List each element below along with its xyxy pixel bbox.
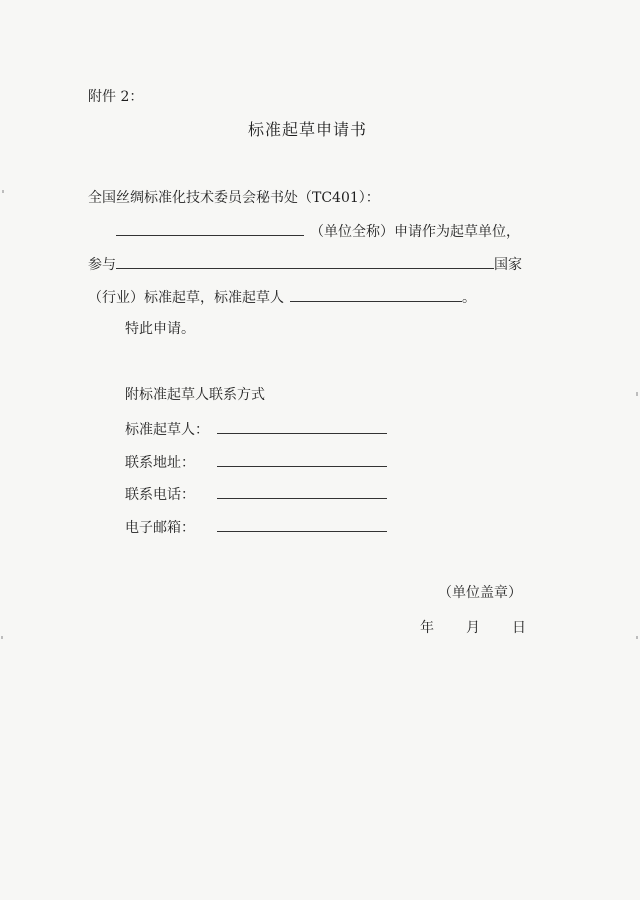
drafter-line: [88, 288, 476, 307]
scan-speck: [1, 636, 3, 639]
contact-row: [125, 453, 387, 472]
contact-drafter-blank[interactable]: [217, 420, 387, 434]
standard-name-blank[interactable]: [116, 255, 494, 269]
contact-label-drafter: 标准起草人：: [125, 422, 209, 438]
attachment-label: 附件 2：: [88, 89, 144, 105]
contact-row: [125, 420, 387, 439]
contact-row: [125, 485, 387, 504]
participate-line: [88, 255, 522, 274]
contact-label-phone: 联系电话：: [125, 487, 195, 503]
drafter-name-blank[interactable]: [290, 288, 462, 302]
contact-label-address: 联系地址：: [125, 455, 195, 471]
unit-name-text: （单位全称）申请作为起草单位，: [310, 224, 520, 240]
document-title: 标准起草申请书: [248, 120, 368, 139]
contact-label-email: 电子邮箱：: [125, 520, 195, 536]
request-text: 特此申请。: [125, 321, 195, 337]
date-year: 年: [420, 620, 434, 636]
unit-name-blank[interactable]: [116, 222, 304, 236]
contact-email-blank[interactable]: [217, 518, 387, 532]
seal-text: （单位盖章）: [438, 585, 522, 601]
date-line: [420, 619, 526, 637]
contact-row: [125, 518, 387, 537]
contact-address-blank[interactable]: [217, 453, 387, 467]
scan-speck: [636, 636, 638, 639]
drafter-line-end: 。: [462, 290, 476, 306]
date-month: 月: [466, 620, 480, 636]
date-day: 日: [512, 620, 526, 636]
scan-speck: [2, 190, 4, 193]
contact-phone-blank[interactable]: [217, 485, 387, 499]
addressee-line: 全国丝绸标准化技术委员会秘书处（TC401）：: [88, 190, 380, 206]
participate-prefix: 参与: [88, 257, 116, 273]
drafter-line-text: （行业）标准起草，标准起草人: [88, 290, 284, 306]
contact-heading: 附标准起草人联系方式: [125, 387, 265, 403]
participate-suffix: 国家: [494, 257, 522, 273]
unit-name-line: [116, 222, 520, 241]
scan-speck: [636, 392, 638, 396]
